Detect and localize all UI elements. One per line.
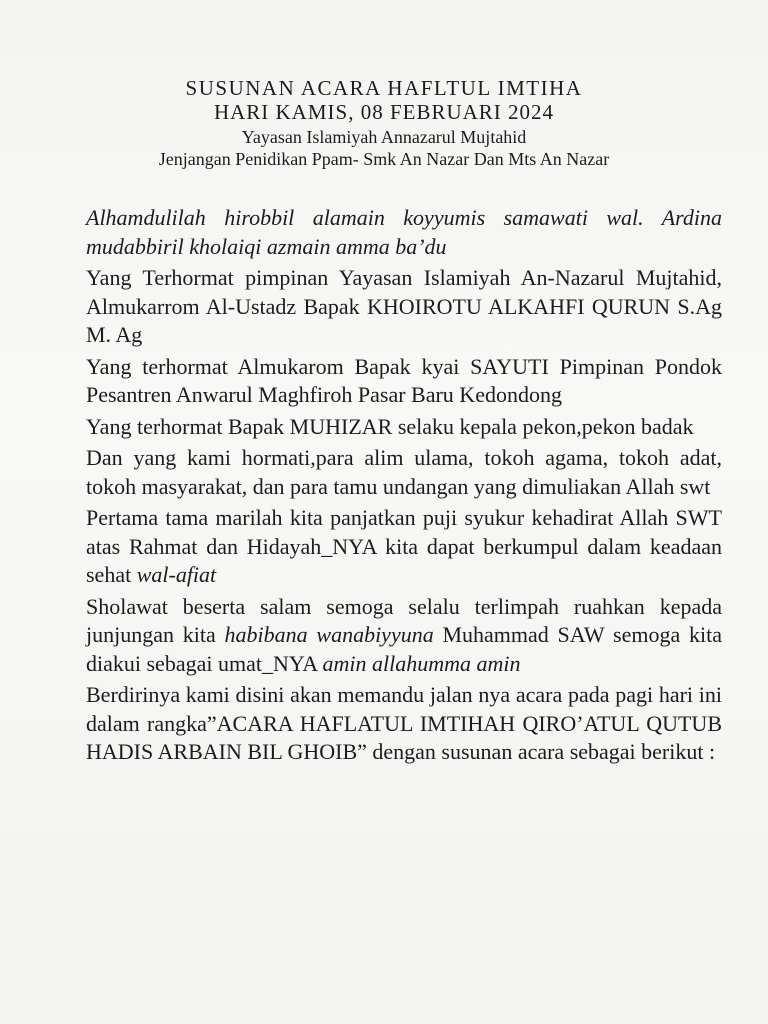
greeting-foundation-head: Yang Terhormat pimpinan Yayasan Islamiyah An-Nazarul Mujtahid, Almukarrom Al-Ustadz Bapak KHOIROTU ALKAHFI QURUN S.Ag M. Ag (86, 265, 722, 347)
foundation-name: Yayasan Islamiyah Annazarul Mujtahid (241, 127, 527, 147)
greeting-kyai: Yang terhormat Almukarom Bapak kyai SAYUTI Pimpinan Pondok Pesantren Anwarul Maghfiroh Pasar Baru Kedondong (86, 353, 722, 407)
opening-prayer: Alhamdulilah hirobbil alamain koyyumis samawati wal. Ardina mudabbiril kholaiqi azmain amma ba’du (86, 205, 722, 259)
gratitude-text: Pertama tama marilah kita panjatkan puji syukur kehadirat Allah SWT atas Rahmat dan Hidayah_NYA kita dapat berkumpul dalam keadaan sehat (86, 505, 722, 587)
greeting-guests: Dan yang kami hormati,para alim ulama, tokoh agama, tokoh adat, tokoh masyarakat, dan para tamu undangan yang dimuliakan Allah swt (86, 445, 722, 499)
sholawat-paragraph (86, 593, 722, 679)
gratitude-italic: wal-afiat (136, 562, 217, 587)
education-levels: Jenjangan Penidikan Ppam- Smk An Nazar Dan Mts An Nazar (158, 149, 610, 169)
event-intro-paragraph: Berdirinya kami disini akan memandu jalan nya acara pada pagi hari ini dalam rangka”ACARA HAFLATUL IMTIHAH QIRO’ATUL QUTUB HADIS ARBAIN BIL GHOIB” dengan susunan acara sebagai berikut : (86, 682, 722, 764)
event-date: HARI KAMIS, 08 FEBRUARI 2024 (213, 100, 555, 124)
gratitude-paragraph (86, 504, 722, 590)
sholawat-italic-b: amin allahumma amin (322, 650, 521, 676)
sholawat-text-a: Sholawat beserta salam semoga selalu terlimpah ruahkan kepada junjungan kita (86, 593, 722, 647)
sholawat-italic-a: habibana wanabiyyuna (224, 622, 434, 647)
document-title: SUSUNAN ACARA HAFLTUL IMTIHA (185, 76, 583, 100)
greeting-village-head: Yang terhormat Bapak MUHIZAR selaku kepala pekon,pekon badak (86, 413, 694, 439)
document-body (86, 204, 722, 770)
document-header (0, 76, 768, 170)
sholawat-text-b: Muhammad SAW semoga kita diakui sebagai umat_NYA (86, 622, 722, 676)
